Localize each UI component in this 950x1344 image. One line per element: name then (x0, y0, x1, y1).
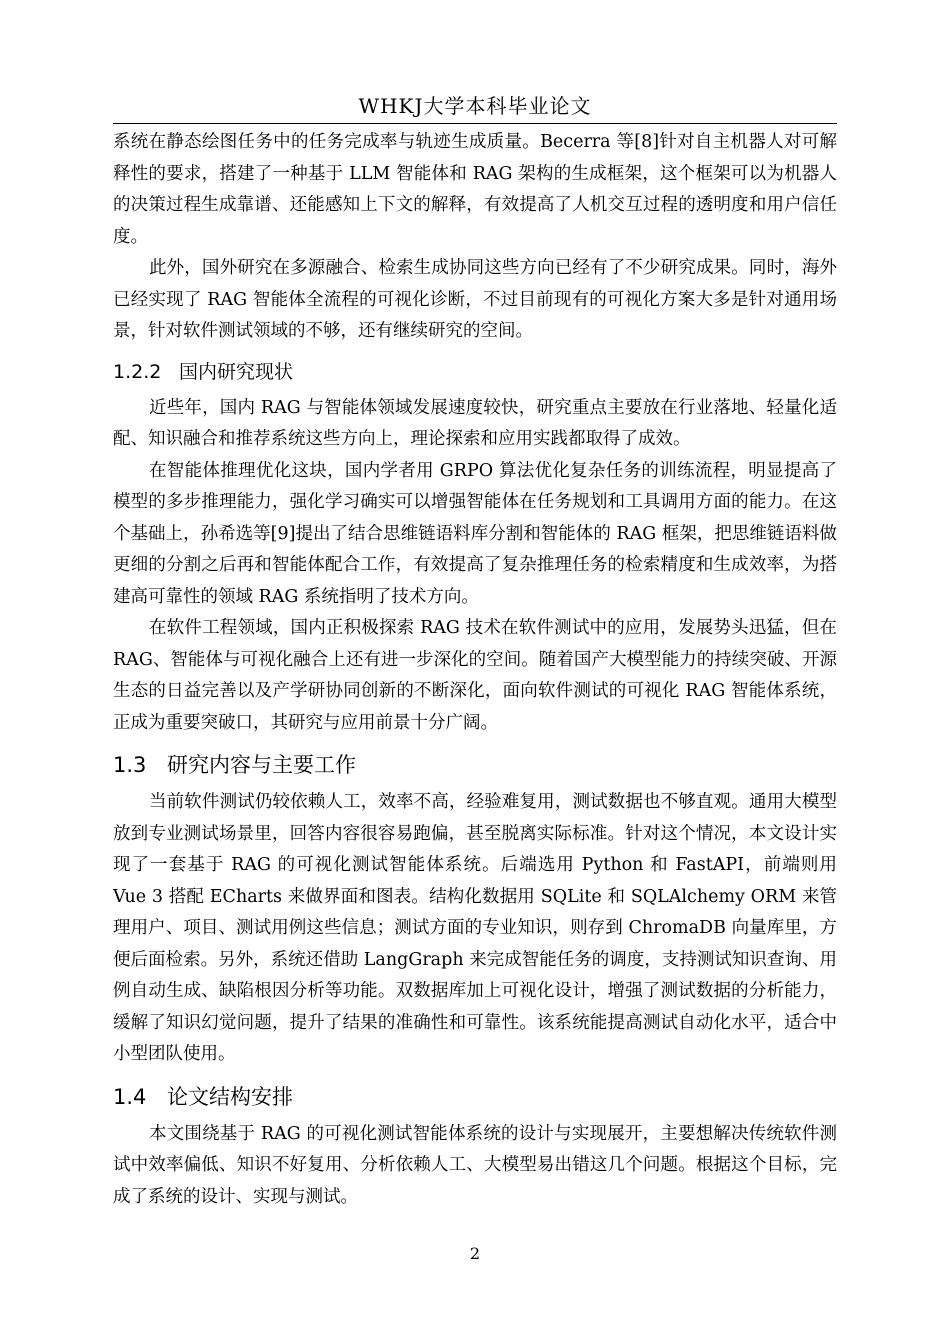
page-header-title: WHKJ大学本科毕业论文 (358, 94, 592, 118)
paragraph: 当前软件测试仍较依赖人工，效率不高，经验难复用，测试数据也不够直观。通用大模型放到专业测试场景里，回答内容很容易跑偏，甚至脱离实际标准。针对这个情况，本文设计实现了一套基于 RAG 的可视化测试智能体系统。后端选用 Python 和 FastAPI，前端则用 Vue 3 搭配 ECharts 来做界面和图表。结构化数据用 SQLite 和 SQLAlchemy ORM 来管理用户、项目、测试用例这些信息；测试方面的专业知识，则存到 ChromaDB 向量库里，方便后面检索。另外，系统还借助 LangGraph 来完成智能任务的调度，支持测试知识查询、用例自动生成、缺陷根因分析等功能。双数据库加上可视化设计，增强了测试数据的分析能力，缓解了知识幻觉问题，提升了结果的准确性和可靠性。该系统能提高测试自动化水平，适合中小型团队使用。 (113, 792, 837, 1064)
paragraph: 在智能体推理优化这块，国内学者用 GRPO 算法优化复杂任务的训练流程，明显提高了模型的多步推理能力，强化学习确实可以增强智能体在任务规划和工具调用方面的能力。在这个基础上，孙希选等[9]提出了结合思维链语料库分割和智能体的 RAG 框架，把思维链语料做更细的分割之后再和智能体配合工作，有效提高了复杂推理任务的检索精度和生成效率，为搭建高可靠性的领域 RAG 系统指明了技术方向。 (113, 460, 837, 607)
section-heading-1-4 (113, 1081, 837, 1113)
section-title: 国内研究现状 (179, 360, 294, 383)
section-number: 1.3 (113, 753, 147, 777)
paragraph: 在软件工程领域，国内正积极探索 RAG 技术在软件测试中的应用，发展势头迅猛，但在 RAG、智能体与可视化融合上还有进一步深化的空间。随着国产大模型能力的持续突破、开源生态的日益完善以及产学研协同创新的不断深化，面向软件测试的可视化 RAG 智能体系统，正成为重要突破口，其研究与应用前景十分广阔。 (113, 618, 837, 733)
paragraph: 此外，国外研究在多源融合、检索生成协同这些方向已经有了不少研究成果。同时，海外已经实现了 RAG 智能体全流程的可视化诊断，不过目前现有的可视化方案大多是针对通用场景，针对软件测试领域的不够，还有继续研究的空间。 (113, 258, 837, 341)
section-number: 1.4 (113, 1084, 147, 1109)
document-body (113, 127, 837, 1213)
section-heading-1-2-2 (113, 357, 837, 387)
section-heading-1-3 (113, 749, 837, 781)
paragraph: 本文围绕基于 RAG 的可视化测试智能体系统的设计与实现展开，主要想解决传统软件测试中效率偏低、知识不好复用、分析依赖人工、大模型易出错这几个问题。根据这个目标，完成了系统的设计、实现与测试。 (113, 1123, 837, 1207)
header-divider (113, 123, 837, 124)
section-title: 论文结构安排 (167, 1084, 293, 1109)
section-title: 研究内容与主要工作 (167, 753, 356, 777)
section-number: 1.2.2 (113, 360, 162, 383)
paragraph: 近些年，国内 RAG 与智能体领域发展速度较快，研究重点主要放在行业落地、轻量化适配、知识融合和推荐系统这些方向上，理论探索和应用实践都取得了成效。 (113, 397, 837, 449)
page-number: 2 (469, 1244, 481, 1263)
paragraph: 系统在静态绘图任务中的任务完成率与轨迹生成质量。Becerra 等[8]针对自主机器人对可解释性的要求，搭建了一种基于 LLM 智能体和 RAG 架构的生成框架，这个框架可以为机器人的决策过程生成靠谱、还能感知上下文的解释，有效提高了人机交互过程的透明度和用户信任度。 (113, 132, 837, 247)
